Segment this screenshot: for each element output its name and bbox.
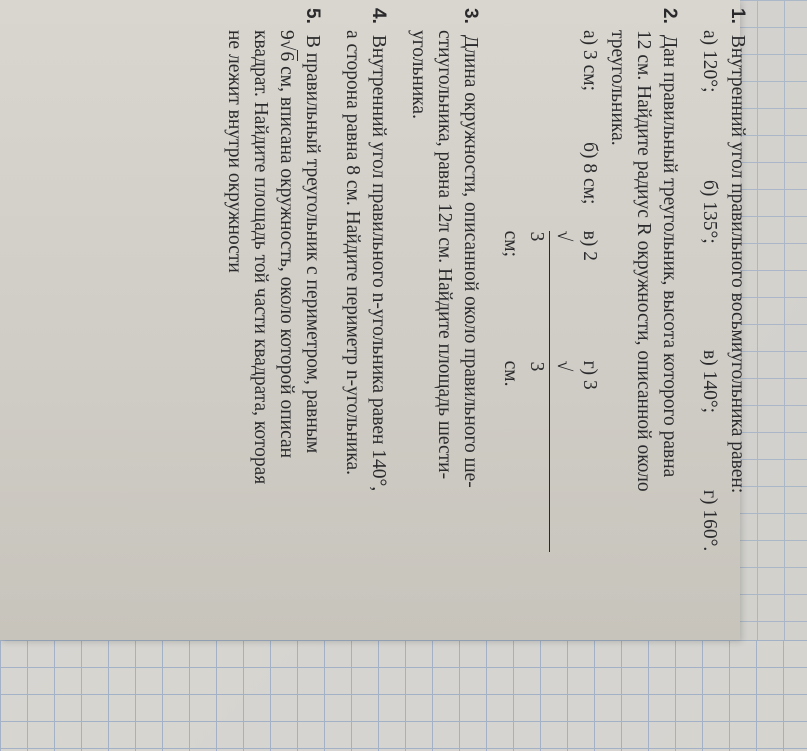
line-rest: см, вписана окружность, около которой описан <box>276 61 297 459</box>
exercise-text <box>90 8 750 638</box>
problem-number: 3. <box>460 8 481 24</box>
problem-statement-line: 12 см. Найдите радиус R окружности, описанной около <box>633 30 654 492</box>
problem-statement-line: В правильный треугольник с периметром, равным <box>302 34 323 454</box>
problem-statement-line: квадрат. Найдите площадь той части квадрата, которая <box>250 30 271 485</box>
radicand: 3 <box>523 231 550 422</box>
answer-d-suffix: см. <box>500 360 521 387</box>
problem-2 <box>497 8 682 638</box>
answer-options <box>696 8 722 638</box>
answer-a: а) 120°; <box>699 30 720 93</box>
graph-paper <box>0 640 807 751</box>
problem-number: 2. <box>659 8 680 24</box>
answer-c-suffix: см; <box>500 230 521 258</box>
answer-c: в) 140°; <box>699 350 720 414</box>
answer-options <box>497 8 602 638</box>
problem-5 <box>221 8 325 638</box>
problem-statement-line: Внутренний угол правильного n-угольника равен 140°, <box>368 34 389 492</box>
problem-1 <box>696 8 750 638</box>
answer-d-prefix: г) 3 <box>579 360 600 390</box>
coefficient: 9 <box>276 30 297 40</box>
problem-statement-line: Длина окружности, описанной около правильного ше- <box>460 34 481 488</box>
problem-4 <box>339 8 391 638</box>
problem-statement-line: стиугольника, равна 12π см. Найдите площадь шести- <box>434 30 455 480</box>
sqrt-symbol: √6 <box>276 39 297 62</box>
problem-statement-line: не лежит внутри окружности <box>224 30 245 273</box>
problem-number: 5. <box>302 8 323 24</box>
answer-b: б) 8 см; <box>579 142 600 205</box>
problem-number: 4. <box>368 8 389 24</box>
radicand: 3 <box>523 361 550 552</box>
problem-3 <box>405 8 483 638</box>
problem-statement-line: а сторона равна 8 см. Найдите периметр n-угольника. <box>342 30 363 476</box>
sqrt-symbol: √3 <box>523 231 576 381</box>
answer-d <box>497 361 602 638</box>
sqrt-symbol: √3 <box>523 361 576 511</box>
problem-statement-line <box>273 8 299 638</box>
answer-c-prefix: в) 2 <box>579 230 600 261</box>
problem-statement-line: Дан правильный треугольник, высота которого равна <box>659 34 680 478</box>
radicand: 6 <box>276 51 297 62</box>
answer-b: б) 135°; <box>699 180 720 244</box>
answer-c <box>497 231 602 361</box>
problem-statement-line: треугольника. <box>607 30 628 146</box>
problem-statement-line: угольника. <box>408 30 429 119</box>
problem-statement: Внутренний угол правильного восьмиугольника равен: <box>727 34 748 494</box>
answer-a: а) 3 см; <box>579 30 600 92</box>
problem-number: 1. <box>727 8 748 24</box>
answer-d: г) 160°. <box>699 490 720 552</box>
